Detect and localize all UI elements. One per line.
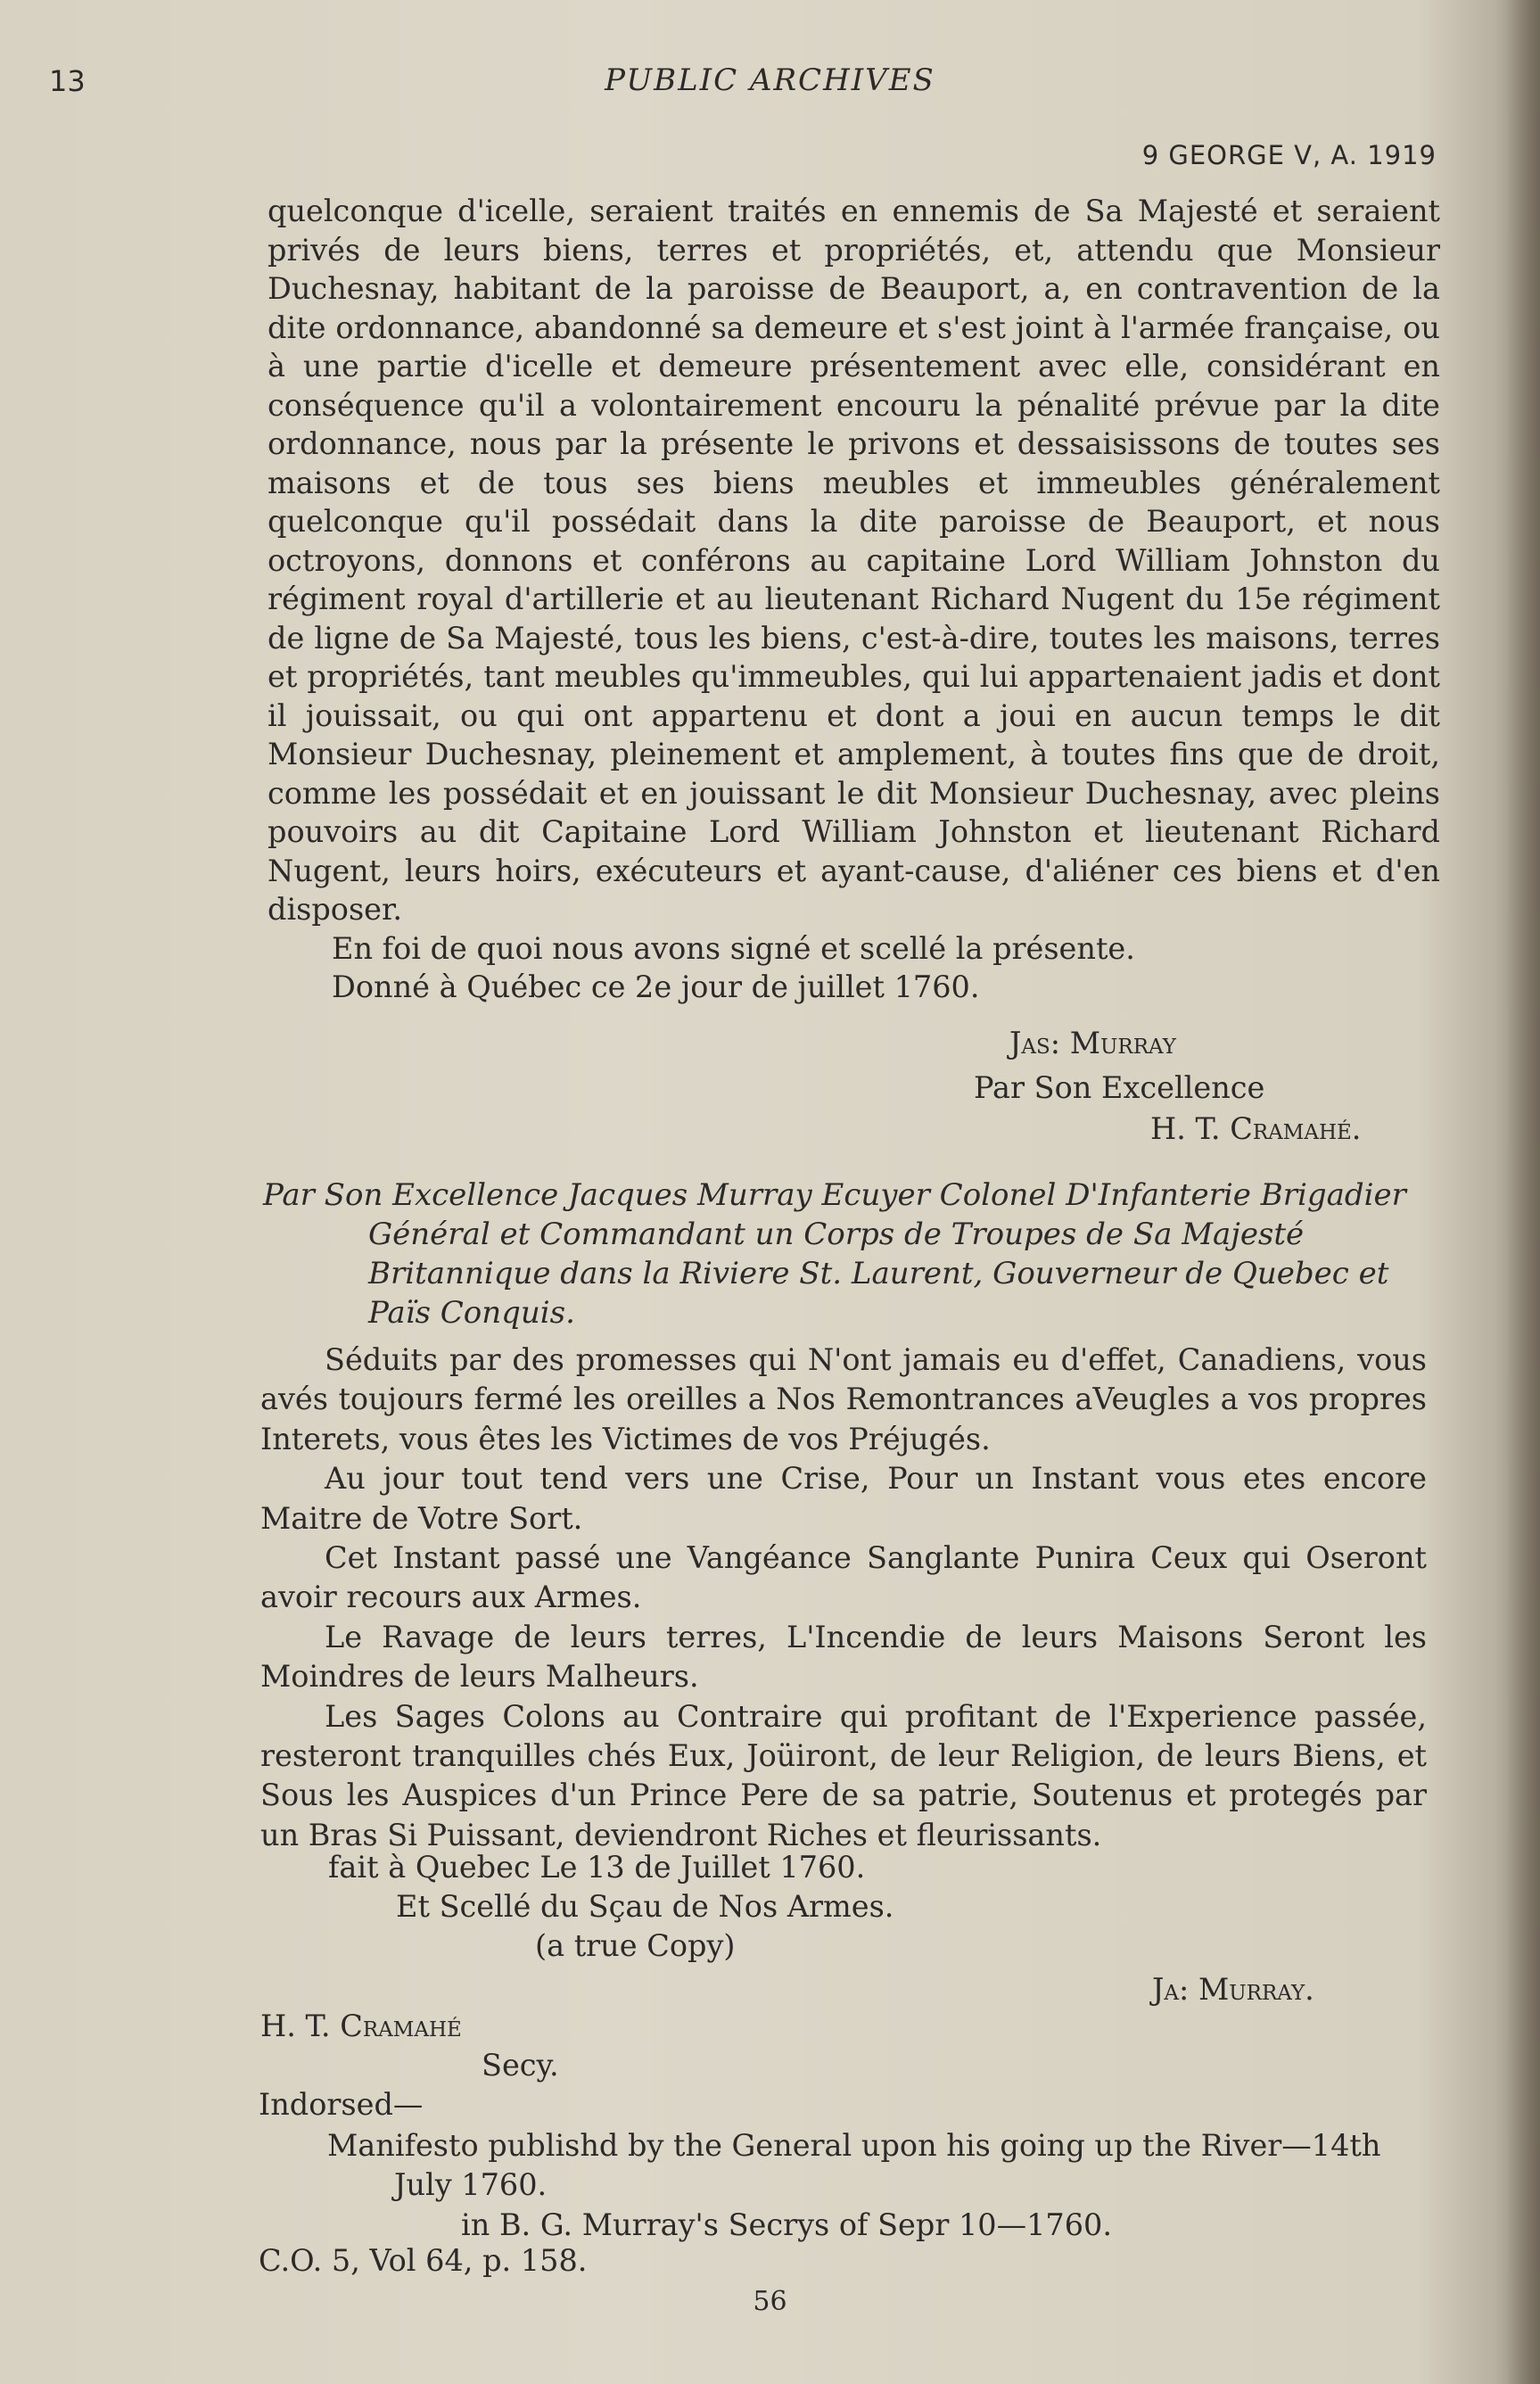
manifesto-text	[260, 1340, 1427, 1855]
manifesto-paragraph: Au jour tout tend vers une Crise, Pour un Instant vous etes encore Maitre de Votre Sort.	[260, 1461, 1427, 1536]
indorsement-line-1: Manifesto publishd by the General upon his going up the River—14th	[327, 2128, 1381, 2163]
given-line: Donné à Québec ce 2e jour de juillet 1760.	[332, 969, 980, 1004]
ordinance-paragraph: quelconque d'icelle, seraient traités en ennemis de Sa Majesté et seraient privés de leurs biens, terres et propriétés, et, attendu que Monsieur Duchesnay, habitant de la paroisse de Beauport, a, en contravention de la dite ordonnance, abandonné sa demeure et s'est joint à l'armée française, ou à une partie d'icelle et demeure présentement avec elle, considérant en conséquence qu'il a volontairement encouru la pénalité prévue par la dite ordonnance, nous par la présente le privons et dessaisissons de toutes ses maisons et de tous ses biens meubles et immeubles généralement quelconque qu'il possédait dans la dite paroisse de Beauport, et nous octroyons, donnons et conférons au capitaine Lord William Johnston du régiment royal d'artillerie et au lieutenant Richard Nugent du 15e régiment de ligne de Sa Majesté, tous les biens, c'est-à-dire, toutes les maisons, terres et propriétés, tant meubles qu'immeubles, qui lui appartenaient jadis et dont il jouissait, ou qui ont appartenu et dont a joui en aucun temps le dit Monsieur Duchesnay, pleinement et amplement, à toutes fins que de droit, comme les possédait et en jouissant le dit Monsieur Duchesnay, avec pleins pouvoirs au dit Capitaine Lord William Johnston et lieutenant Richard Nugent, leurs hoirs, exécuteurs et ayant-cause, d'aliéner ces biens et d'en disposer.	[268, 194, 1440, 927]
indorsement-line-3: in B. G. Murray's Secrys of Sepr 10—1760.	[461, 2207, 1113, 2242]
source-reference: C.O. 5, Vol 64, p. 158.	[259, 2243, 588, 2278]
page-edge-shadow	[1506, 0, 1540, 2384]
signature-cramahe: H. T. Cramahé.	[1150, 1111, 1362, 1146]
manifesto-paragraph: Les Sages Colons au Contraire qui profitant de l'Experience passée, resteront tranquilles chés Eux, Joüiront, de leur Religion, de leurs Biens, et Sous les Auspices d'un Prince Pere de sa patrie, Soutenus et protegés par un Bras Si Puissant, deviendront Riches et fleurissants.	[260, 1698, 1427, 1852]
sealed-line: Et Scellé du Sçau de Nos Armes.	[396, 1889, 894, 1924]
indorsement-line-2: July 1760.	[394, 2167, 548, 2202]
witness-line: En foi de quoi nous avons signé et scellé la présente.	[332, 930, 1135, 966]
true-copy-line: (a true Copy)	[535, 1928, 736, 1963]
signature-murray: Jas: Murray	[1009, 1026, 1176, 1060]
dated-line: fait à Quebec Le 13 de Juillet 1760.	[328, 1850, 866, 1885]
ordinance-text	[268, 192, 1440, 1007]
manifesto-heading-text: Par Son Excellence Jacques Murray Ecuyer Colonel D'Infanterie Brigadier Général et Commandant un Corps de Troupes de Sa Majesté Britannique dans la Riviere St. Laurent, Gouverneur de Quebec et Païs Conquis.	[263, 1177, 1406, 1331]
manifesto-paragraph: Cet Instant passé une Vangéance Sanglante Punira Ceux qui Oseront avoir recours aux Armes.	[260, 1540, 1427, 1615]
secretary-title: Secy.	[482, 2048, 559, 2083]
manifesto-secretary: H. T. Cramahé	[260, 2009, 462, 2043]
manifesto-signature: Ja: Murray.	[1152, 1972, 1314, 2007]
page-number: 13	[49, 64, 86, 98]
manifesto-paragraph: Séduits par des promesses qui N'ont jamais eu d'effet, Canadiens, vous avés toujours fermé les oreilles a Nos Remontrances aVeugles a vos propres Interets, vous êtes les Victimes de vos Préjugés.	[260, 1342, 1427, 1456]
running-title: PUBLIC ARCHIVES	[605, 62, 935, 98]
indorsed-label: Indorsed—	[259, 2087, 424, 2122]
manifesto-paragraph: Le Ravage de leurs terres, L'Incendie de leurs Maisons Seront les Moindres de leurs Malheurs.	[260, 1619, 1427, 1695]
session-label: 9 GEORGE V, A. 1919	[1141, 140, 1437, 170]
folio-number: 56	[753, 2286, 787, 2317]
by-order-line: Par Son Excellence	[974, 1070, 1265, 1105]
manifesto-heading	[263, 1176, 1440, 1332]
